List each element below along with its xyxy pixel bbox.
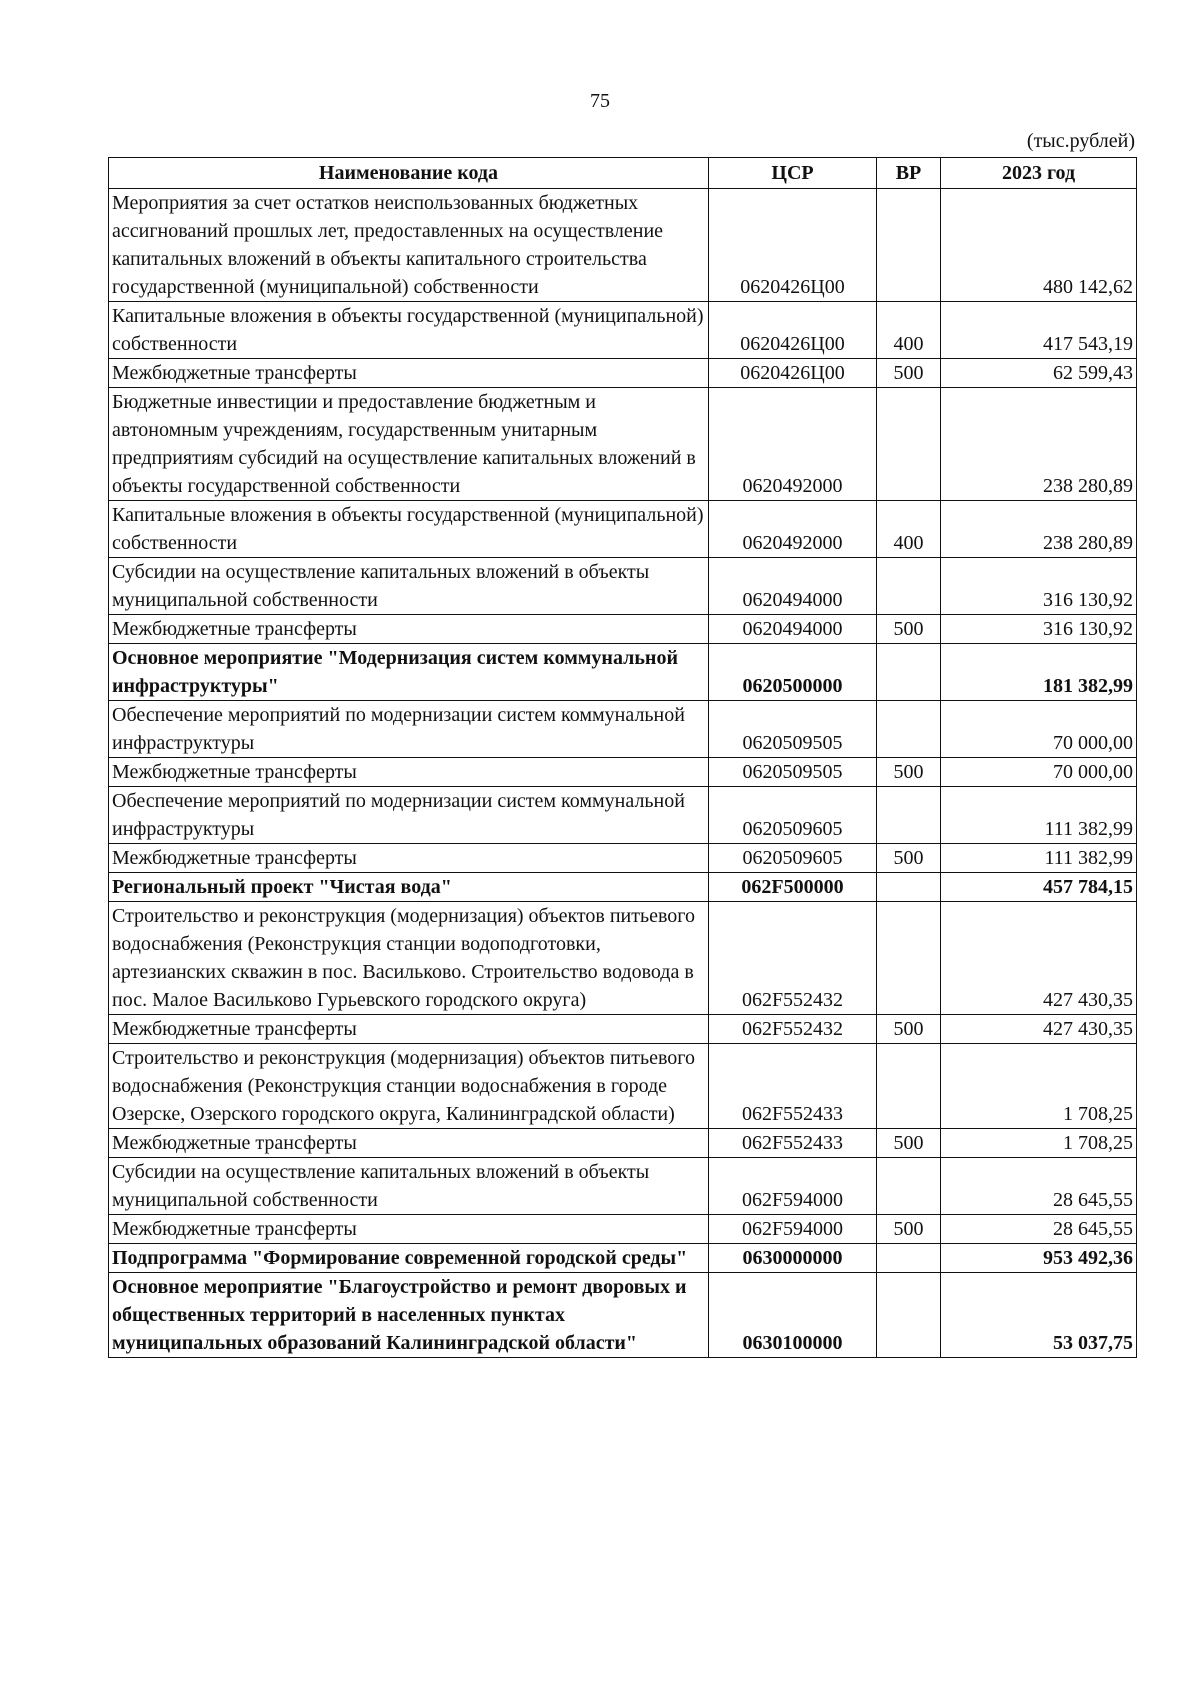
cell-vr: 500 bbox=[877, 615, 941, 644]
cell-name: Межбюджетные трансферты bbox=[109, 359, 709, 388]
cell-vr bbox=[877, 873, 941, 902]
cell-csr: 062F552432 bbox=[709, 902, 877, 1015]
table-row bbox=[109, 873, 1137, 902]
cell-sum: 28 645,55 bbox=[941, 1215, 1137, 1244]
cell-vr: 500 bbox=[877, 1215, 941, 1244]
cell-name: Межбюджетные трансферты bbox=[109, 1129, 709, 1158]
cell-csr: 0630100000 bbox=[709, 1273, 877, 1358]
page-number: 75 bbox=[590, 90, 610, 112]
cell-vr: 500 bbox=[877, 844, 941, 873]
cell-csr: 0620494000 bbox=[709, 615, 877, 644]
units-label: (тыс.рублей) bbox=[1026, 130, 1135, 152]
table-row bbox=[109, 1015, 1137, 1044]
cell-name: Капитальные вложения в объекты государственной (муниципальной) собственности bbox=[109, 501, 709, 558]
cell-vr: 400 bbox=[877, 302, 941, 359]
table-row bbox=[109, 558, 1137, 615]
cell-name: Подпрограмма "Формирование современной городской среды" bbox=[109, 1244, 709, 1273]
cell-csr: 062F552432 bbox=[709, 1015, 877, 1044]
cell-csr: 062F552433 bbox=[709, 1044, 877, 1129]
cell-sum: 427 430,35 bbox=[941, 1015, 1137, 1044]
cell-sum: 62 599,43 bbox=[941, 359, 1137, 388]
cell-sum: 111 382,99 bbox=[941, 787, 1137, 844]
cell-sum: 953 492,36 bbox=[941, 1244, 1137, 1273]
table-row bbox=[109, 644, 1137, 701]
cell-sum: 316 130,92 bbox=[941, 558, 1137, 615]
header-vr: ВР bbox=[877, 158, 941, 189]
cell-csr: 0620426Ц00 bbox=[709, 359, 877, 388]
cell-name: Бюджетные инвестиции и предоставление бюджетным и автономным учреждениям, государственным унитарным предприятиям субсидий на осуществление капитальных вложений в объекты государственной собственности bbox=[109, 388, 709, 501]
cell-sum: 238 280,89 bbox=[941, 501, 1137, 558]
table-row bbox=[109, 1215, 1137, 1244]
cell-sum: 1 708,25 bbox=[941, 1129, 1137, 1158]
cell-vr: 500 bbox=[877, 758, 941, 787]
cell-vr: 500 bbox=[877, 1129, 941, 1158]
table-row bbox=[109, 359, 1137, 388]
cell-sum: 111 382,99 bbox=[941, 844, 1137, 873]
cell-sum: 28 645,55 bbox=[941, 1158, 1137, 1215]
table-body bbox=[109, 189, 1137, 1358]
cell-name: Межбюджетные трансферты bbox=[109, 1015, 709, 1044]
cell-sum: 53 037,75 bbox=[941, 1273, 1137, 1358]
cell-name: Межбюджетные трансферты bbox=[109, 1215, 709, 1244]
table-header-row bbox=[109, 158, 1137, 189]
cell-csr: 0620492000 bbox=[709, 388, 877, 501]
cell-csr: 0620509505 bbox=[709, 701, 877, 758]
table-row bbox=[109, 388, 1137, 501]
cell-vr: 500 bbox=[877, 359, 941, 388]
cell-name: Субсидии на осуществление капитальных вложений в объекты муниципальной собственности bbox=[109, 558, 709, 615]
cell-csr: 062F552433 bbox=[709, 1129, 877, 1158]
cell-csr: 0630000000 bbox=[709, 1244, 877, 1273]
cell-name: Субсидии на осуществление капитальных вложений в объекты муниципальной собственности bbox=[109, 1158, 709, 1215]
cell-csr: 0620492000 bbox=[709, 501, 877, 558]
cell-csr: 062F594000 bbox=[709, 1215, 877, 1244]
table-row bbox=[109, 787, 1137, 844]
header-csr: ЦСР bbox=[709, 158, 877, 189]
cell-sum: 181 382,99 bbox=[941, 644, 1137, 701]
cell-name: Межбюджетные трансферты bbox=[109, 844, 709, 873]
cell-csr: 062F594000 bbox=[709, 1158, 877, 1215]
cell-sum: 457 784,15 bbox=[941, 873, 1137, 902]
cell-name: Строительство и реконструкция (модернизация) объектов питьевого водоснабжения (Реконструкция станции водоподготовки, артезианских скважин в пос. Васильково. Строительство водовода в пос. Малое Васильково Гурьевского городского округа) bbox=[109, 902, 709, 1015]
cell-name: Мероприятия за счет остатков неиспользованных бюджетных ассигнований прошлых лет, предоставленных на осуществление капитальных вложений в объекты капитального строительства государственной (муниципальной) собственности bbox=[109, 189, 709, 302]
cell-name: Обеспечение мероприятий по модернизации систем коммунальной инфраструктуры bbox=[109, 701, 709, 758]
table-row bbox=[109, 1044, 1137, 1129]
cell-csr: 062F500000 bbox=[709, 873, 877, 902]
cell-name: Основное мероприятие "Модернизация систем коммунальной инфраструктуры" bbox=[109, 644, 709, 701]
table-row bbox=[109, 1129, 1137, 1158]
cell-name: Обеспечение мероприятий по модернизации систем коммунальной инфраструктуры bbox=[109, 787, 709, 844]
table-row bbox=[109, 302, 1137, 359]
cell-name: Региональный проект "Чистая вода" bbox=[109, 873, 709, 902]
budget-table bbox=[108, 157, 1137, 1358]
cell-sum: 238 280,89 bbox=[941, 388, 1137, 501]
header-sum: 2023 год bbox=[941, 158, 1137, 189]
cell-sum: 70 000,00 bbox=[941, 758, 1137, 787]
cell-name: Межбюджетные трансферты bbox=[109, 758, 709, 787]
cell-sum: 427 430,35 bbox=[941, 902, 1137, 1015]
cell-vr bbox=[877, 558, 941, 615]
cell-sum: 1 708,25 bbox=[941, 1044, 1137, 1129]
table-row bbox=[109, 1273, 1137, 1358]
table-row bbox=[109, 844, 1137, 873]
table-row bbox=[109, 189, 1137, 302]
cell-vr bbox=[877, 701, 941, 758]
cell-vr bbox=[877, 388, 941, 501]
cell-csr: 0620509505 bbox=[709, 758, 877, 787]
cell-vr: 500 bbox=[877, 1015, 941, 1044]
cell-csr: 0620426Ц00 bbox=[709, 302, 877, 359]
cell-sum: 70 000,00 bbox=[941, 701, 1137, 758]
cell-csr: 0620509605 bbox=[709, 787, 877, 844]
table-row bbox=[109, 701, 1137, 758]
cell-csr: 0620509605 bbox=[709, 844, 877, 873]
cell-sum: 480 142,62 bbox=[941, 189, 1137, 302]
table-row bbox=[109, 615, 1137, 644]
cell-vr bbox=[877, 1044, 941, 1129]
table-row bbox=[109, 1244, 1137, 1273]
cell-vr bbox=[877, 1273, 941, 1358]
cell-sum: 316 130,92 bbox=[941, 615, 1137, 644]
cell-vr: 400 bbox=[877, 501, 941, 558]
cell-vr bbox=[877, 644, 941, 701]
cell-vr bbox=[877, 1158, 941, 1215]
table-row bbox=[109, 758, 1137, 787]
cell-vr bbox=[877, 902, 941, 1015]
cell-name: Капитальные вложения в объекты государственной (муниципальной) собственности bbox=[109, 302, 709, 359]
cell-vr bbox=[877, 1244, 941, 1273]
cell-vr bbox=[877, 189, 941, 302]
table-row bbox=[109, 1158, 1137, 1215]
cell-csr: 0620494000 bbox=[709, 558, 877, 615]
table-row bbox=[109, 902, 1137, 1015]
cell-csr: 0620500000 bbox=[709, 644, 877, 701]
cell-name: Основное мероприятие "Благоустройство и ремонт дворовых и общественных территорий в населенных пунктах муниципальных образований Калининградской области" bbox=[109, 1273, 709, 1358]
cell-csr: 0620426Ц00 bbox=[709, 189, 877, 302]
cell-sum: 417 543,19 bbox=[941, 302, 1137, 359]
cell-name: Межбюджетные трансферты bbox=[109, 615, 709, 644]
cell-name: Строительство и реконструкция (модернизация) объектов питьевого водоснабжения (Реконструкция станции водоснабжения в городе Озерске, Озерского городского округа, Калининградской области) bbox=[109, 1044, 709, 1129]
table-row bbox=[109, 501, 1137, 558]
header-name: Наименование кода bbox=[109, 158, 709, 189]
cell-vr bbox=[877, 787, 941, 844]
